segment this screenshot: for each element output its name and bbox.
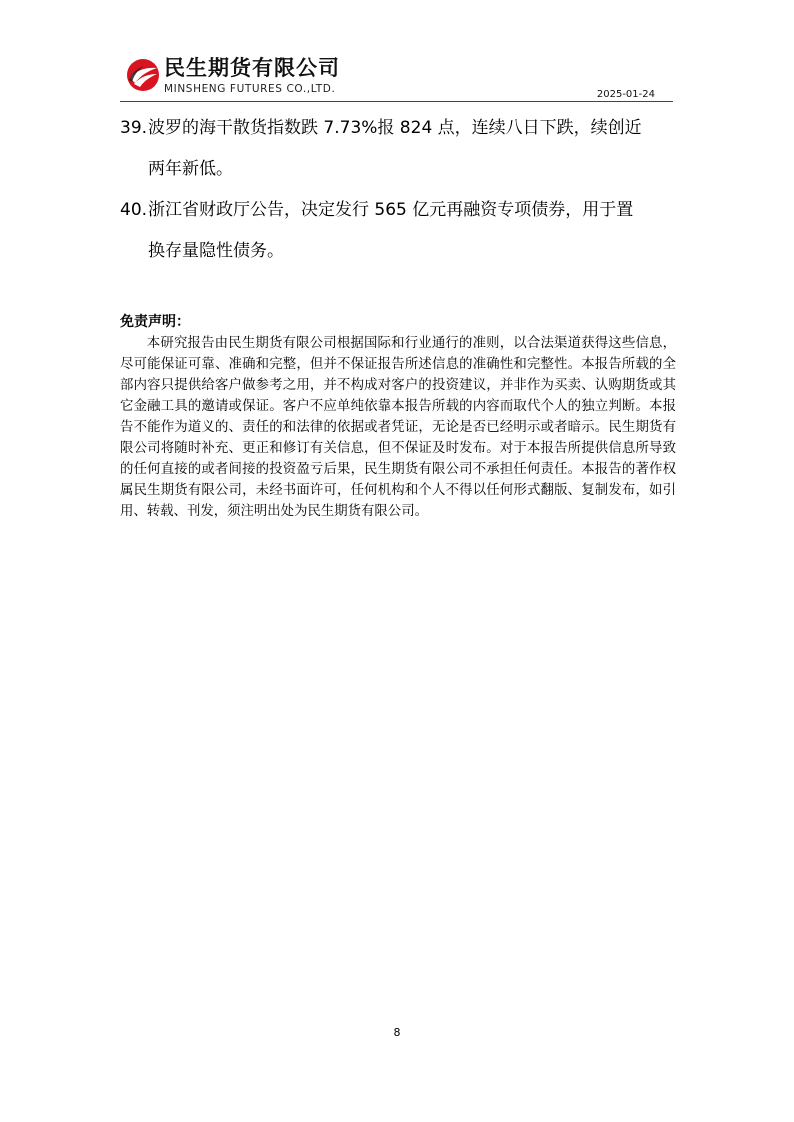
news-item-number: 40. xyxy=(120,200,148,220)
news-item-number: 39. xyxy=(120,118,148,138)
news-item-text-line1: 波罗的海干散货指数跌 7.73%报 824 点，连续八日下跌，续创近 xyxy=(148,118,642,138)
company-name-en: MINSHENG FUTURES CO.,LTD. xyxy=(164,83,336,95)
disclaimer-section xyxy=(120,312,676,522)
news-item-text-line2: 两年新低。 xyxy=(148,159,233,179)
report-date: 2025-01-24 xyxy=(596,89,655,100)
disclaimer-body: 本研究报告由民生期货有限公司根据国际和行业通行的准则，以合法渠道获得这些信息，尽可能保证可靠、准确和完整，但并不保证报告所述信息的准确性和完整性。本报告所载的全部内容只提供给客户做参考之用，并不构成对客户的投资建议，并非作为买卖、认购期货或其它金融工具的邀请或保证。客户不应单纯依靠本报告所载的内容而取代个人的独立判断。本报告不能作为道义的、责任的和法律的依据或者凭证，无论是否已经明示或者暗示。民生期货有限公司将随时补充、更正和修订有关信息，但不保证及时发布。对于本报告所提供信息所导致的任何直接的或者间接的投资盈亏后果，民生期货有限公司不承担任何责任。本报告的著作权属民生期货有限公司，未经书面许可，任何机构和个人不得以任何形式翻版、复制发布，如引用、转载、刊发，须注明出处为民生期货有限公司。 xyxy=(120,336,676,519)
news-item-39 xyxy=(120,108,675,190)
news-item-text-line1: 浙江省财政厅公告，决定发行 565 亿元再融资专项债券，用于置 xyxy=(148,200,634,220)
page-header xyxy=(120,52,673,102)
news-list xyxy=(120,108,675,272)
page-number: 8 xyxy=(393,1026,401,1039)
minsheng-logo-icon xyxy=(126,58,160,92)
disclaimer-title: 免责声明： xyxy=(120,314,190,330)
company-name-cn: 民生期货有限公司 xyxy=(164,56,340,80)
news-item-text-line2: 换存量隐性债务。 xyxy=(148,241,284,261)
header-divider xyxy=(120,101,673,102)
news-item-40 xyxy=(120,190,675,272)
